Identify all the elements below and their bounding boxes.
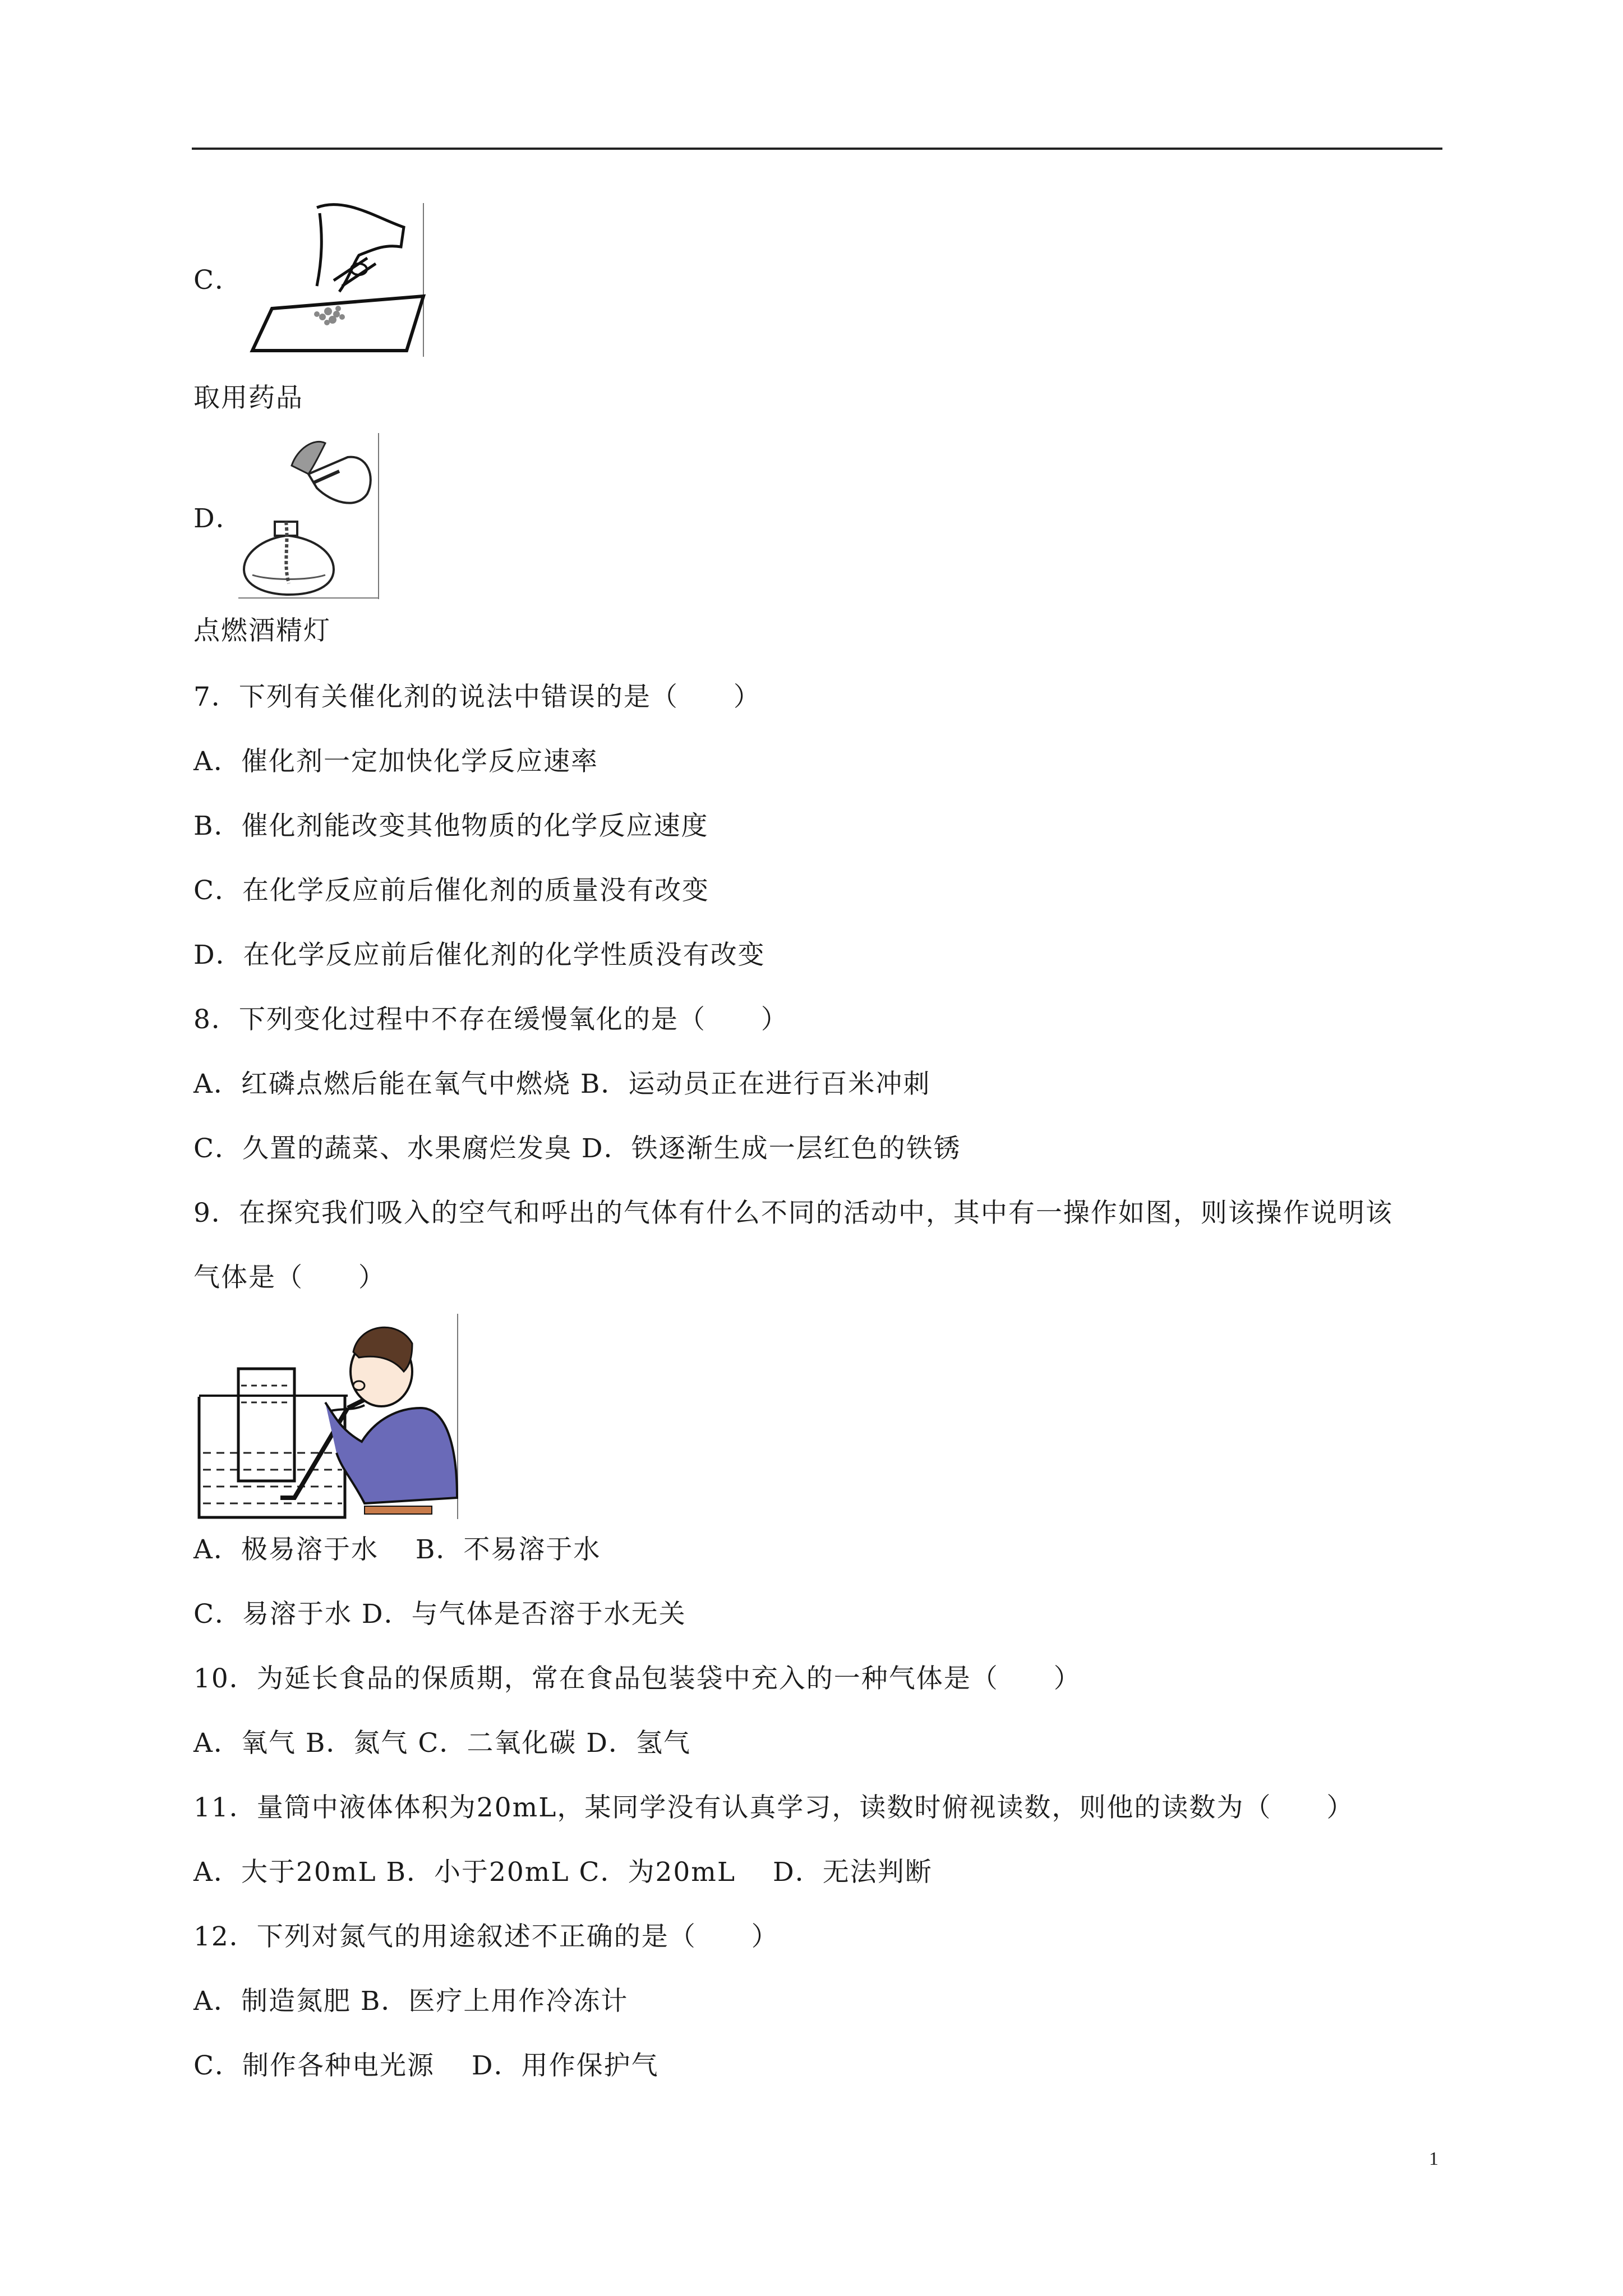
q8-options-ab: A．红磷点燃后能在氧气中燃烧 B．运动员正在进行百米冲刺 bbox=[193, 1069, 931, 1099]
q7-option-a: A．催化剂一定加快化学反应速率 bbox=[193, 746, 598, 777]
header-rule bbox=[192, 148, 1442, 150]
figure-taking-medicine bbox=[238, 202, 426, 358]
q10-options: A．氧气 B．氮气 C．二氧化碳 D．氢气 bbox=[193, 1728, 691, 1759]
option-d-label: D． bbox=[193, 503, 243, 534]
q11-options: A．大于20mL B．小于20mL C．为20mL D．无法判断 bbox=[193, 1857, 933, 1888]
question-10: 10．为延长食品的保质期，常在食品包装袋中充入的一种气体是（ ） bbox=[193, 1663, 1081, 1694]
question-9-cont: 气体是（ ） bbox=[193, 1262, 386, 1293]
q7-option-d: D．在化学反应前后催化剂的化学性质没有改变 bbox=[193, 940, 766, 970]
question-12: 12．下列对氮气的用途叙述不正确的是（ ） bbox=[193, 1921, 779, 1952]
q12-options-ab: A．制造氮肥 B．医疗上用作冷冻计 bbox=[193, 1986, 629, 2017]
q9-options-cd: C．易溶于水 D．与气体是否溶于水无关 bbox=[193, 1599, 686, 1630]
question-11: 11．量筒中液体体积为20mL，某同学没有认真学习，读数时俯视读数，则他的读数为（ ） bbox=[193, 1792, 1354, 1823]
question-9: 9．在探究我们吸入的空气和呼出的气体有什么不同的活动中，其中有一操作如图，则该操作说明该 bbox=[193, 1198, 1393, 1228]
q9-options-ab: A．极易溶于水 B．不易溶于水 bbox=[193, 1534, 601, 1565]
q12-options-cd: C．制作各种电光源 D．用作保护气 bbox=[193, 2050, 659, 2081]
option-c-label: C． bbox=[193, 265, 242, 296]
figure-gas-collection bbox=[196, 1313, 460, 1520]
figure-lighting-alcohol-lamp bbox=[236, 432, 381, 600]
caption-lighting-lamp: 点燃酒精灯 bbox=[193, 615, 331, 646]
question-7: 7．下列有关催化剂的说法中错误的是（ ） bbox=[193, 682, 761, 712]
page-number: 1 bbox=[1429, 2148, 1438, 2169]
question-8: 8．下列变化过程中不存在缓慢氧化的是（ ） bbox=[193, 1004, 789, 1035]
q7-option-c: C．在化学反应前后催化剂的质量没有改变 bbox=[193, 875, 709, 906]
caption-taking-medicine: 取用药品 bbox=[193, 383, 303, 413]
q7-option-b: B．催化剂能改变其他物质的化学反应速度 bbox=[193, 811, 709, 841]
q8-options-cd: C．久置的蔬菜、水果腐烂发臭 D．铁逐渐生成一层红色的铁锈 bbox=[193, 1133, 961, 1164]
